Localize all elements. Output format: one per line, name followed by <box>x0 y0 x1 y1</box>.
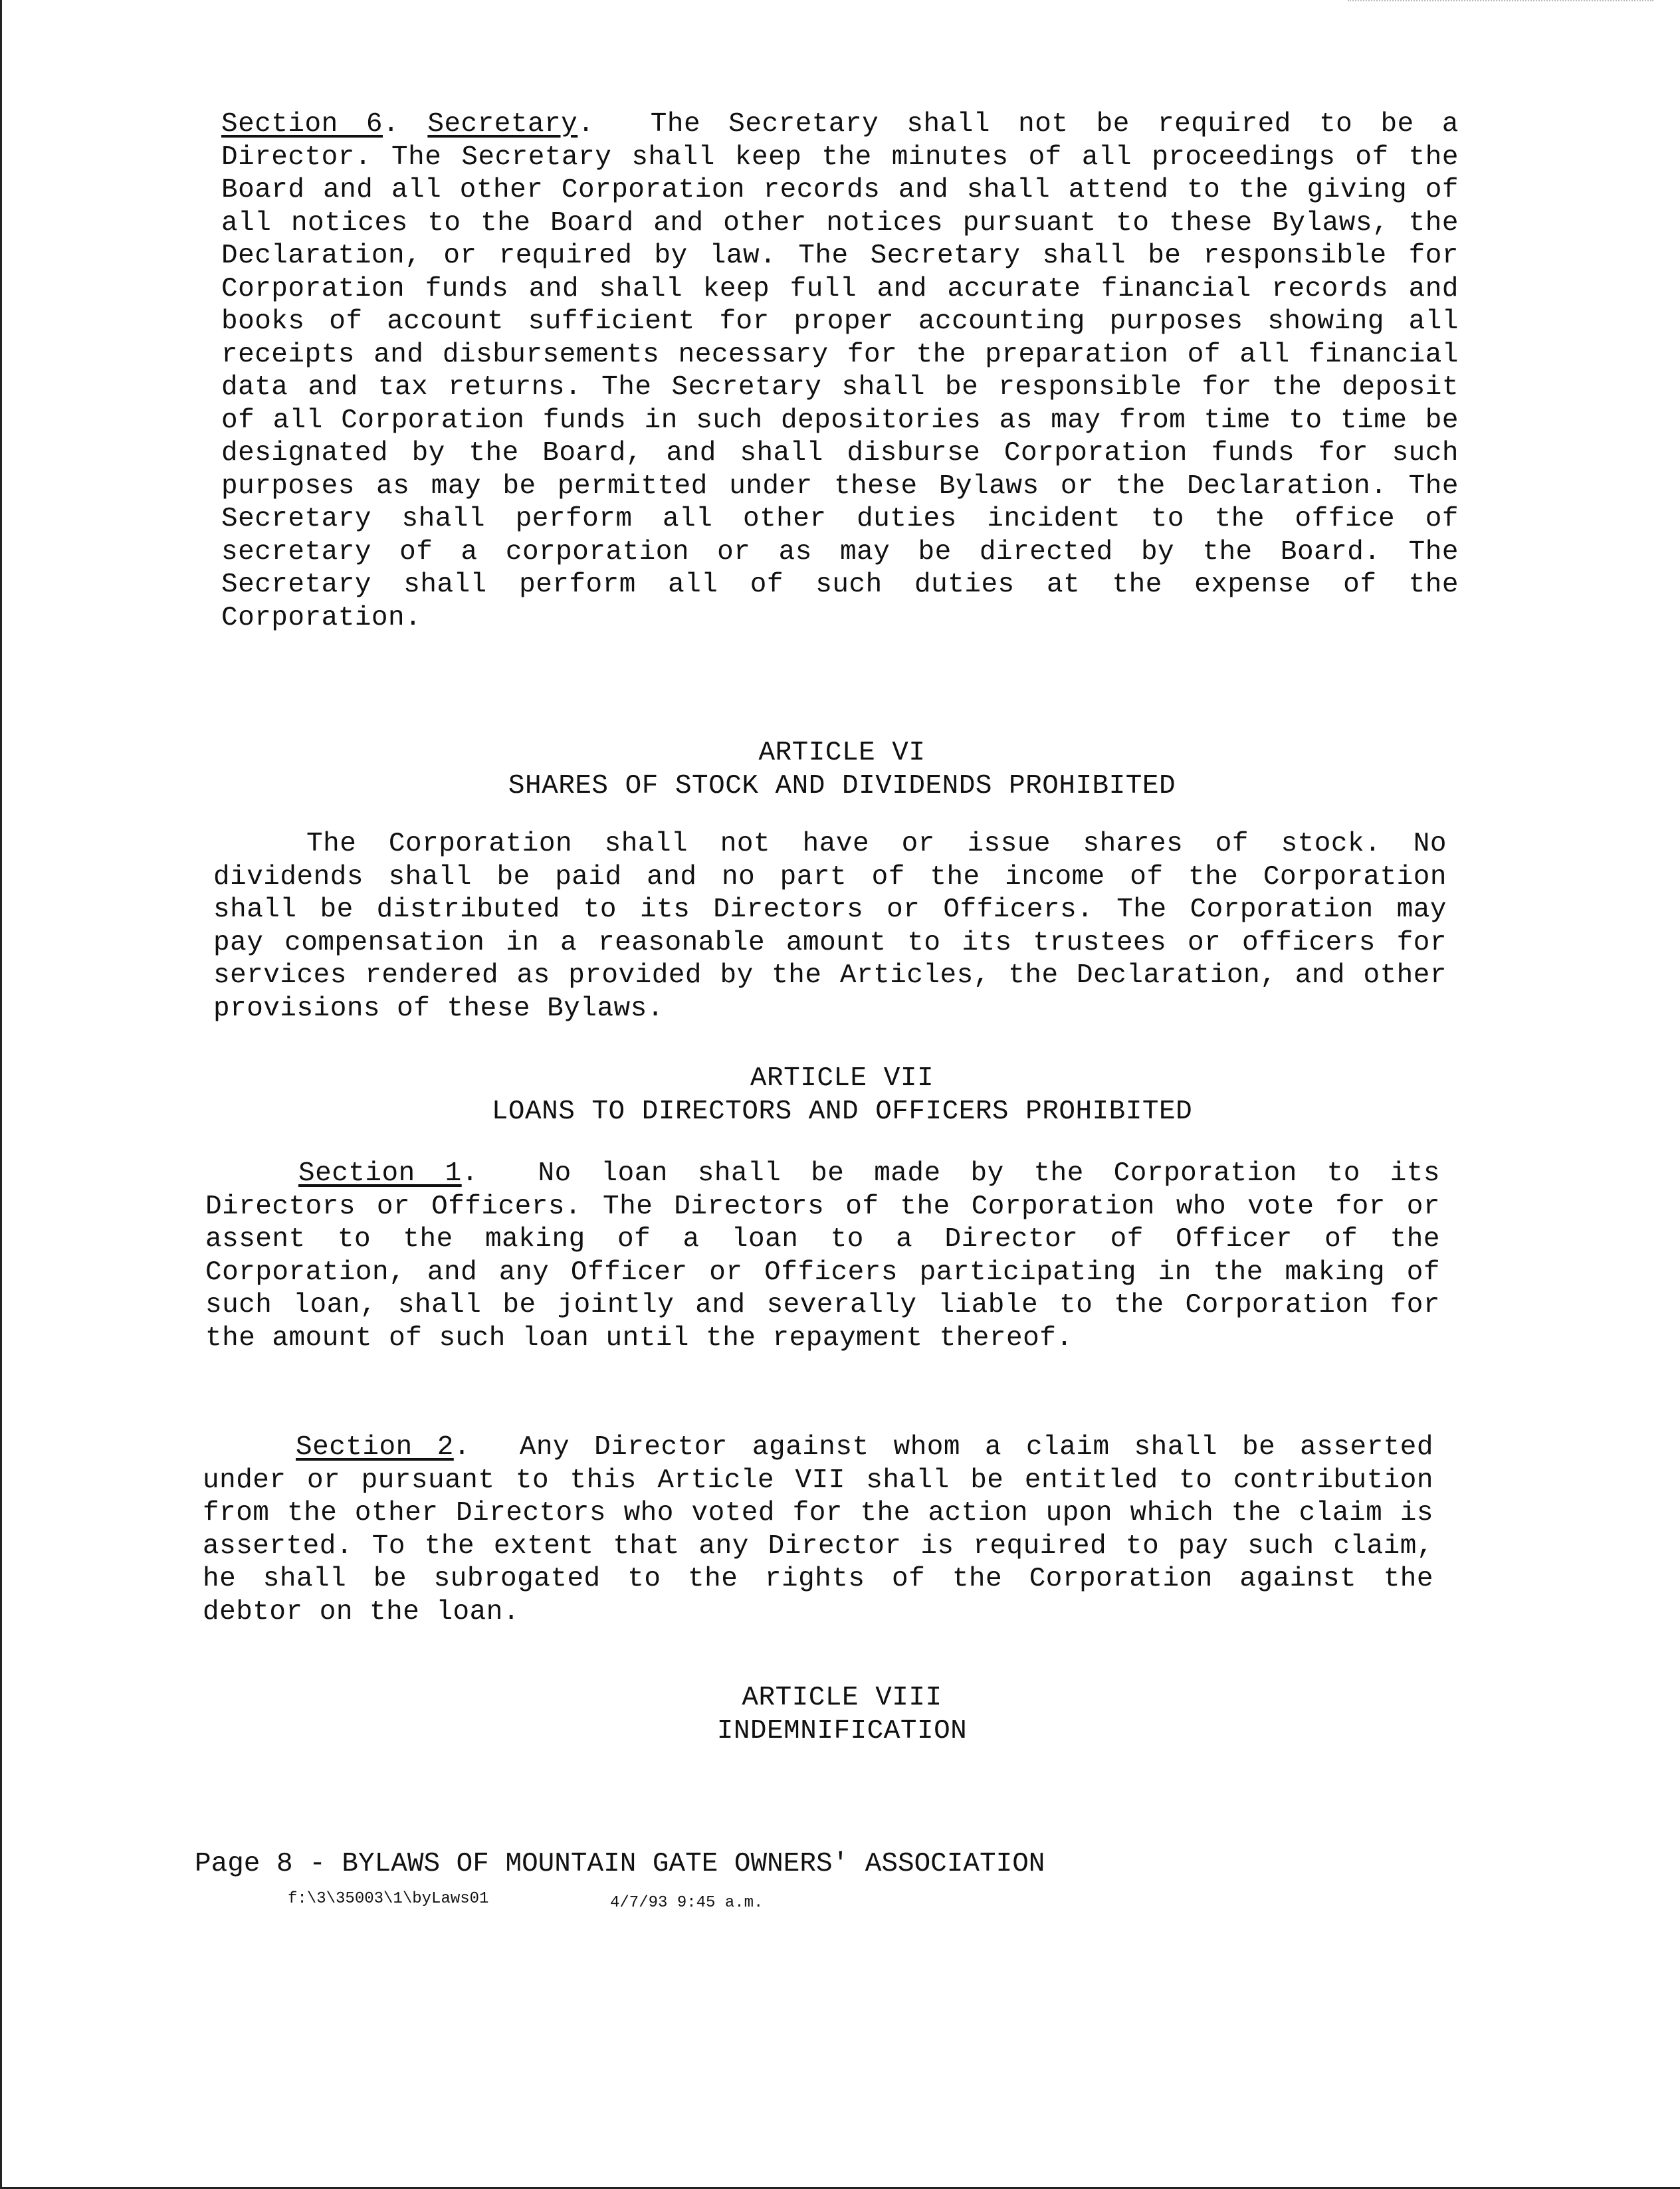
article-heading: ARTICLE VI <box>758 738 926 768</box>
footer-date: 4/7/93 9:45 a.m. <box>610 1894 764 1912</box>
section-text: The Secretary shall not be required to be a Director. The Secretary shall keep the minutes of all proceedings of the Board and all other Corporation records and shall attend to the giving of all notices to the Board and other notices pursuant to these Bylaws, the Declaration, or required by law. The Secretary shall be responsible for Corporation funds and shall keep full and accurate financial records and books of account sufficient for proper accounting purposes showing all receipts and disbursements necessary for the preparation of all financial data and tax returns. The Secretary shall be responsible for the deposit of all Corporation funds in such depositories as may from time to time be designated by the Board, and shall disburse Corporation funds for such purposes as may be permitted under these Bylaws or the Declaration. The Secretary shall perform all other duties incident to the office of secretary of a corporation or as may be directed by the Board. The Secretary shall perform all of such duties at the expense of the Corporation. <box>221 109 1459 633</box>
section-number: Section 2 <box>296 1432 454 1463</box>
article-title: INDEMNIFICATION <box>716 1716 968 1746</box>
section-number: Section 1 <box>298 1158 462 1189</box>
section-text: No loan shall be made by the Corporation to its Directors or Officers. The Directors of the Corporation who vote for or assent to the making of a loan to a Director of Officer of the Corporation, and any Officer or Officers participating in the making of such loan, shall be jointly and severally liable to the Corporation for the amount of such loan until the repayment thereof. <box>205 1158 1441 1354</box>
section-number: Section 6 <box>221 109 383 140</box>
article-7-section-1: Section 1. No loan shall be made by the Corporation to its Directors or Officers. The Directors of the Corporation who vote for or assent to the making of a loan to a Director of Officer of the Corporation, and any Officer or Officers participating in the making of such loan, shall be jointly and severally liable to the Corporation for the amount of such loan until the repayment thereof. <box>205 1158 1441 1354</box>
section-title: Secretary <box>427 109 578 140</box>
article-7-section-2: Section 2. Any Director against whom a claim shall be asserted under or pursuant to this Article VII shall be entitled to contribution from the other Directors who voted for the action upon which the claim is asserted. To the extent that any Director is required to pay such claim, he shall be subrogated to the rights of the Corporation against the debtor on the loan. <box>203 1432 1433 1627</box>
section-6-paragraph: Section 6. Secretary. The Secretary shall not be required to be a Director. The Secretary shall keep the minutes of all proceedings of the Board and all other Corporation records and shall attend to the giving of all notices to the Board and other notices pursuant to these Bylaws, the Declaration, or required by law. The Secretary shall be responsible for Corporation funds and shall keep full and accurate financial records and books of account sufficient for proper accounting purposes showing all receipts and disbursements necessary for the preparation of all financial data and tax returns. The Secretary shall be responsible for the deposit of all Corporation funds in such depositories as may from time to time be designated by the Board, and shall disburse Corporation funds for such purposes as may be permitted under these Bylaws or the Declaration. The Secretary shall perform all other duties incident to the office of secretary of a corporation or as may be directed by the Board. The Secretary shall perform all of such duties at the expense of the Corporation. <box>221 109 1459 633</box>
page-footer-title: Page 8 - BYLAWS OF MOUNTAIN GATE OWNERS' ASSOCIATION <box>195 1849 1045 1879</box>
scan-artifact <box>1348 0 1653 5</box>
article-title: LOANS TO DIRECTORS AND OFFICERS PROHIBITED <box>491 1096 1193 1127</box>
article-heading: ARTICLE VIII <box>742 1683 942 1713</box>
article-heading: ARTICLE VII <box>750 1063 934 1094</box>
file-path: f:\3\35003\1\byLaws01 <box>288 1890 489 1908</box>
article-6-paragraph <box>213 828 1447 1025</box>
article-title: SHARES OF STOCK AND DIVIDENDS PROHIBITED <box>508 771 1176 801</box>
article-text: The Corporation shall not have or issue shares of stock. No dividends shall be paid and no part of the income of the Corporation shall be distributed to its Directors or Officers. The Corporation may pay compensation in a reasonable amount to its trustees or officers for services rendered as provided by the Articles, the Declaration, and other provisions of these Bylaws. <box>213 829 1447 1024</box>
section-text: Any Director against whom a claim shall be asserted under or pursuant to this Article VII shall be entitled to contribution from the other Directors who voted for the action upon which the claim is asserted. To the extent that any Director is required to pay such claim, he shall be subrogated to the rights of the Corporation against the debtor on the loan. <box>203 1432 1433 1627</box>
